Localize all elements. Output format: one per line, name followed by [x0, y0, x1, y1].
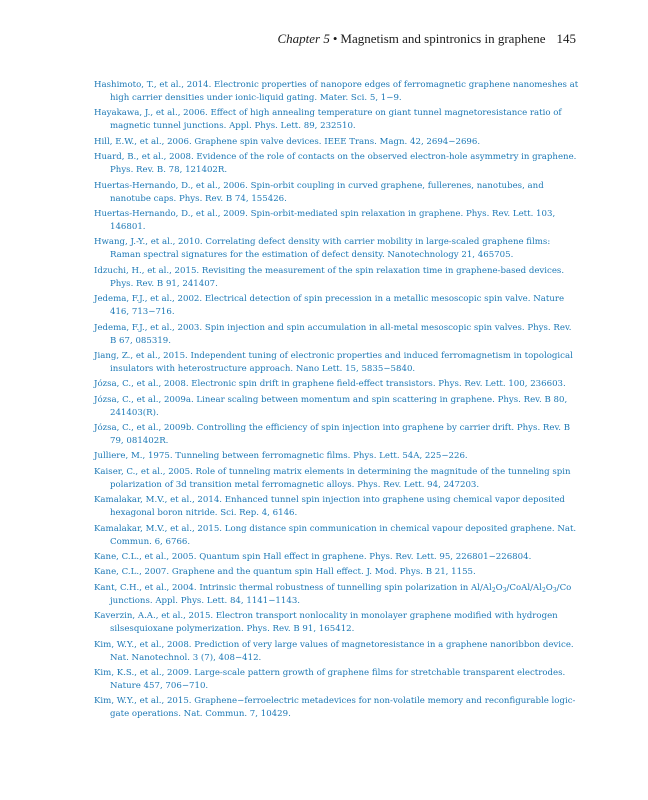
page-number: 145 — [556, 31, 576, 46]
reference-item[interactable]: Jiang, Z., et al., 2015. Independent tuning of electronic properties and induced ferromagnetism in topological insulators with heterostructure approach. Nano Lett. 15, 5835−5840. — [94, 350, 573, 374]
reference-item[interactable]: Huertas-Hernando, D., et al., 2006. Spin-orbit coupling in curved graphene, fullerenes, nanotubes, and nanotube caps. Phys. Rev. B 74, 155426. — [94, 180, 544, 204]
reference-item[interactable]: Kim, W.Y., et al., 2008. Prediction of very large values of magnetoresistance in a graphene nanoribbon device. Nat. Nanotechnol. 3 (7), 408−412. — [94, 639, 574, 663]
reference-item[interactable]: Huard, B., et al., 2008. Evidence of the role of contacts on the observed electron-hole asymmetry in graphene. Phys. Rev. B. 78, 121402R. — [94, 152, 577, 176]
ref-text: Kant, C.H., et al., 2004. Intrinsic thermal robustness of tunnelling spin polarization in Al/Al — [94, 582, 492, 593]
ref-text: /CoAl/Al — [506, 582, 542, 593]
reference-item[interactable]: Huertas-Hernando, D., et al., 2009. Spin-orbit-mediated spin relaxation in graphene. Phys. Rev. Lett. 103, 146801. — [94, 208, 556, 232]
reference-item[interactable]: Hayakawa, J., et al., 2006. Effect of high annealing temperature on giant tunnel magnetoresistance ratio of magnetic tunnel junctions. Appl. Phys. Lett. 89, 232510. — [94, 108, 562, 132]
reference-item[interactable]: Józsa, C., et al., 2009a. Linear scaling between momentum and spin scattering in graphene. Phys. Rev. B 80, 241403(R). — [94, 394, 568, 418]
reference-item[interactable]: Julliere, M., 1975. Tunneling between ferromagnetic films. Phys. Lett. 54A, 225−226. — [94, 451, 468, 462]
chapter-title: Magnetism and spintronics in graphene — [340, 31, 546, 46]
subscript: 2 — [491, 586, 496, 594]
chapter-label: Chapter 5 — [277, 31, 330, 46]
reference-item[interactable]: Jedema, F.J., et al., 2002. Electrical detection of spin precession in a metallic mesoscopic spin valve. Nature 416, 713−716. — [94, 294, 565, 318]
reference-item[interactable]: Jedema, F.J., et al., 2003. Spin injection and spin accumulation in all-metal mesoscopic spin valves. Phys. Rev. B 67, 085319. — [94, 322, 572, 346]
reference-item[interactable]: Hashimoto, T., et al., 2014. Electronic properties of nanopore edges of ferromagnetic graphene nanomeshes at high carrier densities under ionic-liquid gating. Mater. Sci. 5, 1−9. — [94, 80, 579, 103]
ref-text: O — [495, 582, 503, 593]
reference-item-kant-2004[interactable] — [94, 582, 579, 608]
subscript: 3 — [502, 586, 507, 594]
reference-item[interactable]: Hwang, J.-Y., et al., 2010. Correlating defect density with carrier mobility in large-scaled graphene films: Raman spectral signatures for the estimation of defect density. Nanotechnology 21, 465705. — [94, 237, 551, 261]
ref-text: /Co junctions. Appl. Phys. Lett. 84, 1141−1143. — [110, 582, 572, 606]
reference-item[interactable]: Hill, E.W., et al., 2006. Graphene spin valve devices. IEEE Trans. Magn. 42, 2694−2696. — [94, 136, 481, 147]
reference-item[interactable]: Józsa, C., et al., 2009b. Controlling the efficiency of spin injection into graphene by carrier drift. Phys. Rev. B 79, 081402R. — [94, 423, 571, 447]
subscript: 3 — [552, 586, 557, 594]
reference-item[interactable]: Kim, W.Y., et al., 2015. Graphene−ferroelectric metadevices for non-volatile memory and reconfigurable logic-gate operations. Nat. Commun. 7, 10429. — [94, 696, 576, 720]
subscript: 2 — [541, 586, 546, 594]
reference-item[interactable]: Kane, C.L., et al., 2005. Quantum spin Hall effect in graphene. Phys. Rev. Lett. 95, 226801−226804. — [94, 552, 532, 563]
reference-item[interactable]: Kane, C.L., 2007. Graphene and the quantum spin Hall effect. J. Mod. Phys. B 21, 1155. — [94, 567, 476, 578]
reference-item[interactable]: Kamalakar, M.V., et al., 2014. Enhanced tunnel spin injection into graphene using chemical vapor deposited hexagonal boron nitride. Sci. Rep. 4, 6146. — [94, 495, 565, 519]
reference-item[interactable]: Kamalakar, M.V., et al., 2015. Long distance spin communication in chemical vapour deposited graphene. Nat. Commun. 6, 6766. — [94, 523, 577, 547]
ref-text: O — [545, 582, 553, 593]
reference-list — [94, 79, 579, 724]
reference-item[interactable]: Kaverzin, A.A., et al., 2015. Electron transport nonlocality in monolayer graphene modified with hydrogen silsesquioxane polymerization. Phys. Rev. B 91, 165412. — [94, 611, 558, 635]
running-header — [277, 31, 576, 47]
reference-item[interactable]: Kim, K.S., et al., 2009. Large-scale pattern growth of graphene films for stretchable transparent electrodes. Nature 457, 706−710. — [94, 667, 566, 691]
reference-item[interactable]: Kaiser, C., et al., 2005. Role of tunneling matrix elements in determining the magnitude of the tunneling spin polarization of 3d transition metal ferromagnetic alloys. Phys. Rev. Lett. 94, 247203. — [94, 466, 571, 490]
header-bullet: • — [332, 31, 338, 46]
reference-item[interactable]: Józsa, C., et al., 2008. Electronic spin drift in graphene field-effect transistors. Phys. Rev. Lett. 100, 236603. — [94, 379, 566, 390]
reference-item[interactable]: Idzuchi, H., et al., 2015. Revisiting the measurement of the spin relaxation time in graphene-based devices. Phys. Rev. B 91, 241407. — [94, 265, 565, 289]
